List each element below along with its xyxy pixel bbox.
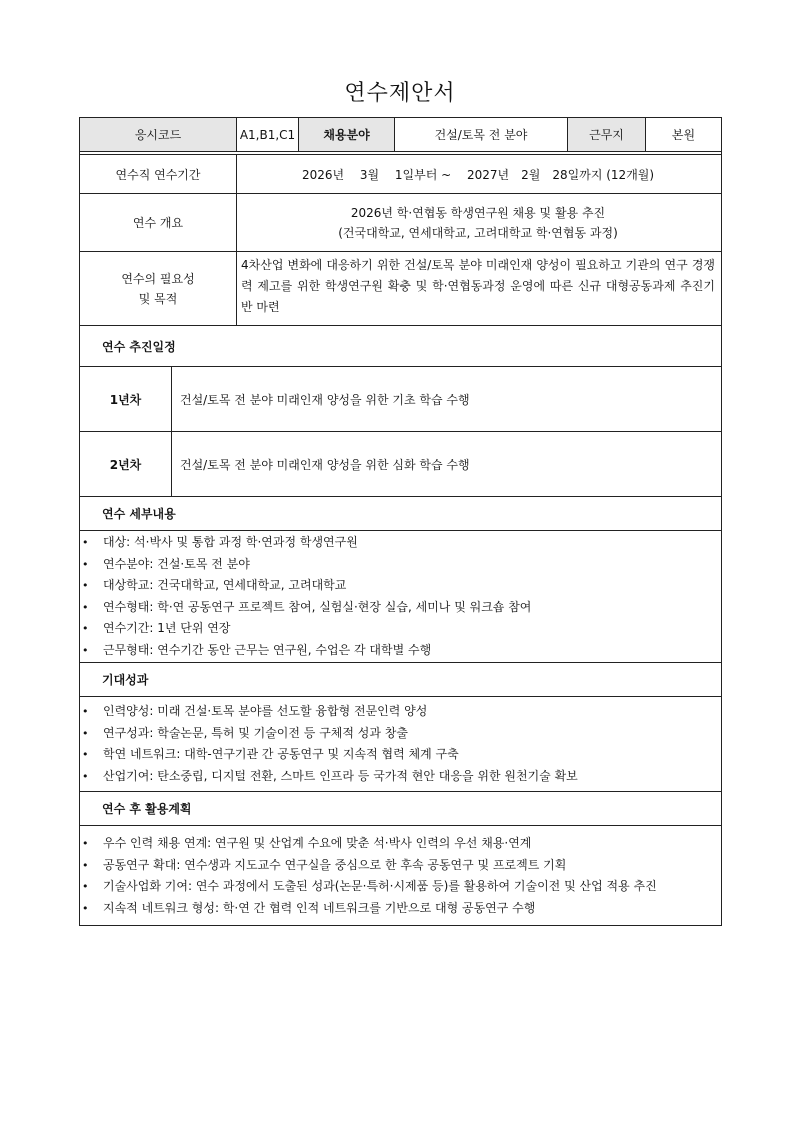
schedule-row-2 [80,432,721,497]
list-item: • 공동연구 확대: 연수생과 지도교수 연구실을 중심으로 한 후속 공동연구 및 프로젝트 기획 [80,855,721,877]
outcomes-body [80,697,721,792]
plans-list [80,826,721,925]
work-label: 근무지 [568,118,646,151]
plans-body [80,826,721,925]
list-item: • 대상학교: 건국대학교, 연세대학교, 고려대학교 [80,575,721,597]
page-title: 연수제안서 [344,81,456,106]
list-item: • 연수형태: 학·연 공동연구 프로젝트 참여, 실험실·현장 실습, 세미나 및 워크숍 참여 [80,597,721,619]
list-item: • 연구성과: 학술논문, 특허 및 기술이전 등 구체적 성과 창출 [80,723,721,745]
list-item: • 연수기간: 1년 단위 연장 [80,618,721,640]
overview-value [237,194,719,251]
proposal-form [79,117,722,926]
overview-line2: (건국대학교, 연세대학교, 고려대학교 학·연협동 과정) [338,225,618,240]
purpose-label-line1: 연수의 필요성 [121,271,195,286]
field-label: 채용분야 [299,118,395,151]
list-item: • 산업기여: 탄소중립, 디지털 전환, 스마트 인프라 등 국가적 현안 대응을 위한 원천기술 확보 [80,766,721,788]
details-body [80,531,721,663]
details-heading: 연수 세부내용 [80,497,721,531]
outcomes-list [80,697,721,791]
list-item: • 근무형태: 연수기간 동안 근무는 연구원, 수업은 각 대학별 수행 [80,640,721,662]
purpose-label-line2: 및 목적 [138,291,178,306]
code-label: 응시코드 [80,118,237,151]
details-list [80,531,721,662]
code-value: A1,B1,C1 [237,118,299,151]
list-item: • 학연 네트워크: 대학-연구기관 간 공동연구 및 지속적 협력 체계 구축 [80,744,721,766]
period-label: 연수직 연수기간 [80,155,237,193]
purpose-text: 4차산업 변화에 대응하기 위한 건설/토목 분야 미래인재 양성이 필요하고 기관의 연구 경쟁력 제고를 위한 학생연구원 확충 및 학·연협동과정 운영에 따른 신규 대형공동과제 추진기반 마련 [241,258,715,314]
list-item: • 우수 인력 채용 연계: 연구원 및 산업계 수요에 맞춘 석·박사 인력의 우선 채용·연계 [80,833,721,855]
list-item: • 연수분야: 건설·토목 전 분야 [80,554,721,576]
schedule-text-1: 건설/토목 전 분야 미래인재 양성을 위한 기초 학습 수행 [180,392,470,407]
list-item: • 대상: 석·박사 및 통합 과정 학·연과정 학생연구원 [80,532,721,554]
list-item: • 지속적 네트워크 형성: 학·연 간 협력 인적 네트워크를 기반으로 대형 공동연구 수행 [80,898,721,920]
schedule-year-1: 1년차 [80,367,172,431]
outcomes-heading: 기대성과 [80,663,721,697]
schedule-text-2: 건설/토목 전 분야 미래인재 양성을 위한 심화 학습 수행 [180,457,470,472]
work-value: 본원 [671,128,696,142]
period-row [80,154,721,194]
purpose-row [80,252,721,326]
schedule-row-1 [80,367,721,432]
header-row [80,118,721,152]
overview-line1: 2026년 학·연협동 학생연구원 채용 및 활용 추진 [350,205,606,220]
purpose-label [80,252,237,325]
list-item: • 인력양성: 미래 건설·토목 분야를 선도할 융합형 전문인력 양성 [80,701,721,723]
period-value: 2026년 3월 1일부터 ~ 2027년 2월 28일까지 (12개월) [301,167,655,182]
list-item: • 기술사업화 기여: 연수 과정에서 도출된 성과(논문·특허·시제품 등)를 활용하여 기술이전 및 산업 적용 추진 [80,876,721,898]
overview-row [80,194,721,252]
overview-label: 연수 개요 [80,194,237,251]
field-value: 건설/토목 전 분야 [395,118,568,151]
plans-heading: 연수 후 활용계획 [80,792,721,826]
schedule-year-2: 2년차 [80,432,172,496]
schedule-heading: 연수 추진일정 [80,326,721,367]
